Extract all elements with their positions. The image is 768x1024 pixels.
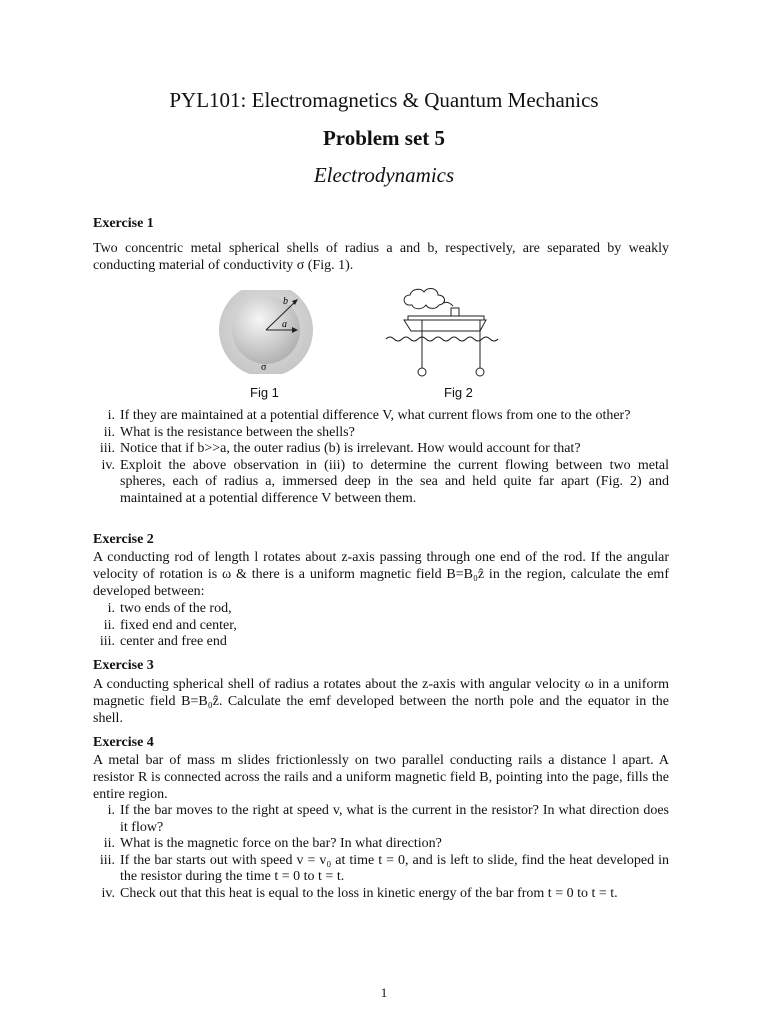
fig1-caption: Fig 1	[250, 385, 279, 400]
right-sphere	[476, 368, 484, 376]
fig2-caption: Fig 2	[444, 385, 473, 400]
exercise4-intro: A metal bar of mass m slides frictionlessly on two parallel conducting rails a distance l apart. A resistor R is connected across the rails and a uniform magnetic field B, pointing into the page, fills the entire region.	[93, 753, 669, 802]
exercise1-items	[93, 408, 669, 507]
list-item: iii. center and free end	[99, 634, 227, 649]
exercise1-intro: Two concentric metal spherical shells of radius a and b, respectively, are separated by weakly conducting material of conductivity σ (Fig. 1).	[93, 241, 669, 273]
page-number: 1	[380, 985, 388, 1000]
fig2-boat-diagram	[384, 283, 504, 381]
label-sigma: σ	[261, 362, 267, 373]
sea-waves	[386, 337, 498, 341]
list-item: i. If they are maintained at a potential difference V, what current flows from one to the other?	[107, 408, 631, 423]
exercise4-items	[93, 803, 669, 902]
list-item: iv. Check out that this heat is equal to the loss in kinetic energy of the bar from t = 0 to t = t.	[101, 885, 618, 901]
exercise4-heading: Exercise 4	[93, 735, 154, 750]
exercise1-heading: Exercise 1	[93, 216, 154, 231]
fig1-spheres-diagram	[215, 290, 319, 374]
course-title: PYL101: Electromagnetics & Quantum Mechanics	[169, 88, 599, 112]
list-item: i. two ends of the rod,	[107, 601, 232, 616]
exercise3-intro: A conducting spherical shell of radius a rotates about the z-axis with angular velocity ω in a uniform magnetic field B=B₀ẑ. Calculate the emf developed between the north pole and the equator in the shell.	[93, 677, 669, 726]
label-a: a	[282, 319, 287, 330]
label-b: b	[283, 296, 288, 307]
list-item: iii. If the bar starts out with speed v = v₀ at time t = 0, and is left to slide, find the heat developed in the resistor during the time t = 0 to t = t.	[99, 852, 669, 884]
exercise2-heading: Exercise 2	[93, 532, 154, 547]
exercise3-heading: Exercise 3	[93, 658, 154, 673]
topic-title: Electrodynamics	[313, 163, 455, 187]
list-item: ii. What is the resistance between the shells?	[103, 424, 355, 440]
boat-hull	[404, 320, 486, 331]
list-item: i. If the bar moves to the right at speed v, what is the current in the resistor? In what direction does it flow?	[107, 803, 669, 835]
problem-set-title: Problem set 5	[322, 126, 446, 150]
left-sphere	[418, 368, 426, 376]
list-item: ii. What is the magnetic force on the bar? In what direction?	[103, 836, 442, 851]
exercise2-intro: A conducting rod of length l rotates about z-axis passing through one end of the rod. If the angular velocity of rotation is ω & there is a uniform magnetic field B=B₀ẑ in the region, calculate the emf developed between:	[93, 550, 669, 599]
list-item: iv. Exploit the above observation in (iii) to determine the current flowing between two metal spheres, each of radius a, immersed deep in the sea and held quite far apart (Fig. 2) and maintained at a potential difference V between them.	[101, 457, 669, 506]
list-item: iii. Notice that if b>>a, the outer radius (b) is irrelevant. How would account for that?	[99, 441, 581, 456]
smoke-cloud	[404, 288, 444, 308]
exercise2-items	[93, 601, 669, 651]
list-item: ii. fixed end and center,	[103, 617, 237, 633]
